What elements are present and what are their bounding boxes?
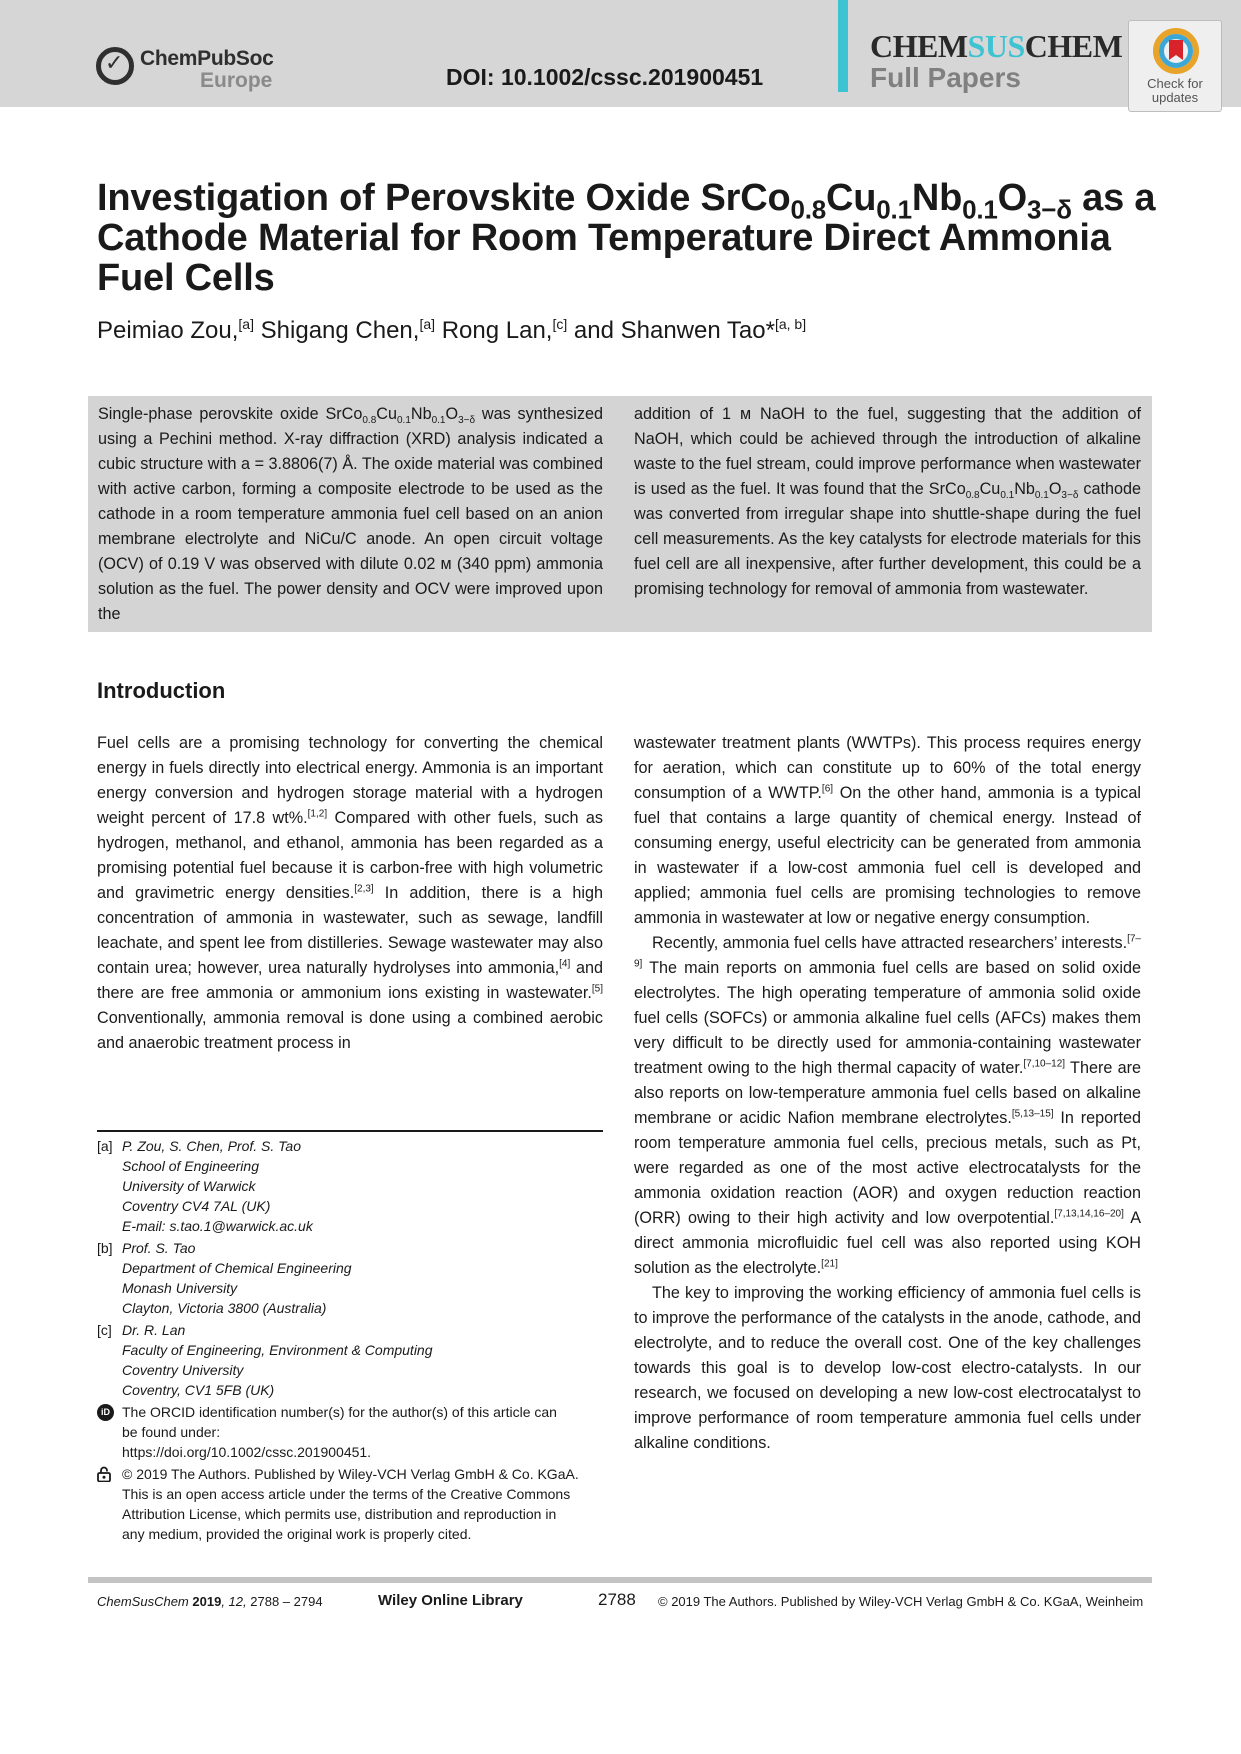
abs-text: Nb (410, 405, 432, 423)
abs-text: was synthesized using a Pechini method. X-ray diffraction (XRD) analysis indicated a cubic structure with a = 3.8806(7) Å. The oxide material was combined with active carbon, forming a composite electrode to be used as the cathode in a room temperature ammonia fuel cell based on an anion membrane electrolyte and NiCu/C anode. An open circuit voltage (OCV) of 0.19 V was observed with dilute 0.02 м (340 ppm) ammonia solution as the fuel. The power density and OCV were improved upon the (98, 405, 604, 623)
publisher-region: Europe (200, 69, 273, 92)
body-right-column (634, 731, 1141, 1456)
body-text: On the other hand, ammonia is a typical fuel that contains a large quantity of chemical energy. Instead of consuming energy, useful electricity can be generated from ammonia in wastewater if a low-cost ammonia fuel cell is developed and applied; ammonia fuel cells are promising technologies to remove ammonia in wastewater at low or negative energy consumption. (634, 784, 1141, 927)
body-text: Conventionally, ammonia removal is done using a combined aerobic and anaerobic treatment process in (97, 1009, 603, 1052)
open-access-line: © 2019 The Authors. Published by Wiley-VCH Verlag GmbH & Co. KGaA. (122, 1466, 579, 1482)
abs-text: Cu (376, 405, 397, 423)
affiliation-a (97, 1136, 603, 1236)
journal-accent-bar (838, 0, 848, 92)
abs-sub: 0.1 (1034, 490, 1049, 502)
author-name[interactable]: Rong Lan, (435, 317, 553, 344)
section-type: Full Papers (870, 62, 1021, 93)
title-text-4: O (997, 177, 1028, 219)
abs-text: O (1048, 480, 1062, 498)
title-text-1: Investigation of Perovskite Oxide SrCo (97, 177, 791, 219)
affiliation-line: Prof. S. Tao (122, 1240, 196, 1256)
logo-check-icon: ✓ (105, 50, 124, 75)
open-access-line: Attribution License, which permits use, distribution and reproduction in (122, 1506, 557, 1522)
publisher-name: ChemPubSoc (140, 47, 274, 70)
affiliation-line: P. Zou, S. Chen, Prof. S. Tao (122, 1138, 301, 1154)
citation-ref[interactable]: [7,10–12] (1023, 1058, 1066, 1070)
abstract-right-column (634, 402, 1141, 602)
abs-text: addition of 1 м NaOH to the fuel, suggesting that the addition of NaOH, which could be achieved through the introduction of alkaline waste to the fuel stream, could improve performance when wastewater is used as the fuel. It was found that the SrCo (634, 405, 1141, 498)
check-for-updates-button[interactable] (1128, 20, 1222, 112)
citation-ref[interactable]: [7,13,14,16–20] (1054, 1208, 1124, 1220)
affiliation-line: Monash University (122, 1280, 238, 1296)
body-text: A direct ammonia microfluidic fuel cell was also reported using KOH solution as the electrolyte. (634, 1209, 1141, 1277)
journal-name-part2: SUS (967, 28, 1025, 64)
title-text-3: Nb (911, 177, 963, 219)
abs-sub: 3−δ (1061, 490, 1079, 502)
footer-journal: ChemSusChem (97, 1594, 189, 1609)
citation-ref[interactable]: [7–9] (634, 933, 1141, 970)
affiliation-line: Faculty of Engineering, Environment & Computing (122, 1342, 433, 1358)
body-text: Compared with other fuels, such as hydrogen, methanol, and ethanol, ammonia has been regarded as a promising potential fuel because it is carbon-free with high volumetric and gravimetric energy densities. (97, 809, 603, 902)
open-access-lines (122, 1464, 603, 1544)
intro-paragraph-3: The key to improving the working efficiency of ammonia fuel cells is to improve the performance of the catalysts in the anode, cathode, and electrolyte, and to reduce the overall cost. One of the key challenges towards this goal is to develop low-cost electro-catalysts. In our research, we focused on developing a new low-cost electrocatalyst to improve performance of room temperature ammonia fuel cells under alkaline conditions. (634, 1284, 1141, 1452)
footer-year: 2019 (192, 1594, 222, 1609)
title-text-5: as a Cathode Material for Room Temperature Direct Ammonia Fuel Cells (97, 177, 1156, 299)
open-access-note (97, 1464, 603, 1544)
abs-text: cathode was converted from irregular shape into shuttle-shape during the fuel cell measurements. As the key catalysts for electrode materials for this fuel cell are all inexpensive, after further development, this could be a promising technology for removal of ammonia from wastewater. (634, 480, 1141, 598)
check-updates-line2: updates (1151, 90, 1199, 105)
affiliation-lines (122, 1136, 603, 1236)
affiliation-b (97, 1238, 603, 1318)
affiliation-label: [b] (97, 1240, 113, 1256)
orcid-lines (122, 1402, 603, 1462)
citation-ref[interactable]: [21] (821, 1258, 838, 1270)
affiliation-email-link[interactable]: E-mail: s.tao.1@warwick.ac.uk (122, 1218, 313, 1234)
author-name[interactable]: Peimiao Zou, (97, 317, 239, 344)
title-sub-2: 0.1 (876, 194, 912, 225)
body-text: Recently, ammonia fuel cells have attracted researchers’ interests. (652, 934, 1128, 952)
citation-ref[interactable]: [4] (559, 958, 571, 970)
abs-sub: 0.8 (965, 490, 980, 502)
citation-ref[interactable]: [6] (821, 783, 834, 795)
affiliation-line: Dr. R. Lan (122, 1322, 186, 1338)
author-name[interactable]: and Shanwen Tao* (567, 317, 775, 344)
citation-ref[interactable]: [2,3] (354, 883, 374, 895)
open-access-line: This is an open access article under the terms of the Creative Commons (122, 1486, 571, 1502)
affiliation-label: [c] (97, 1322, 112, 1338)
abs-sub: 0.1 (396, 415, 411, 427)
body-text: There are also reports on low-temperature ammonia fuel cells based on alkaline membrane or acidic Nafion membrane electrolytes. (634, 1059, 1141, 1127)
orcid-icon[interactable]: iD (97, 1404, 114, 1421)
open-access-lock-icon (97, 1466, 111, 1482)
title-sub-4: 3−δ (1027, 194, 1072, 225)
footer-divider (88, 1577, 1152, 1583)
author-affiliation: [a, b] (774, 316, 807, 332)
citation-ref[interactable]: [1,2] (307, 808, 328, 820)
abstract-paragraph-right (634, 402, 1141, 602)
chempubsoc-logo[interactable] (96, 45, 296, 95)
intro-paragraph-2 (634, 931, 1141, 1281)
affiliation-line: School of Engineering (122, 1158, 259, 1174)
journal-name-part3: CHEM (1024, 28, 1123, 64)
abs-sub: 0.1 (431, 415, 446, 427)
abs-text: Nb (1014, 480, 1035, 498)
abs-sub: 0.1 (1000, 490, 1015, 502)
affiliation-c (97, 1320, 603, 1400)
body-text: wastewater treatment plants (WWTPs). This process requires energy for aeration, which can constitute up to 60% of the total energy consumption of a WWTP. (634, 734, 1141, 802)
footer-volume: 12 (228, 1594, 244, 1609)
check-updates-label (1129, 77, 1221, 105)
body-text: In addition, there is a high concentration of ammonia in wastewater, such as sewage, landfill leachate, and spent lee from distilleries. Sewage wastewater may also contain urea; however, urea naturally hydrolyses into ammonia, (97, 884, 603, 977)
affiliation-line: Clayton, Victoria 3800 (Australia) (122, 1300, 327, 1316)
intro-paragraph-1-cont (634, 731, 1141, 931)
abstract-paragraph-left (98, 402, 603, 627)
title-text-2: Cu (826, 177, 877, 219)
author-name[interactable]: Shigang Chen, (253, 317, 420, 344)
orcid-note (97, 1402, 603, 1462)
affiliations-block (97, 1136, 603, 1544)
open-access-line: any medium, provided the original work is properly cited. (122, 1526, 472, 1542)
footer-pages: 2788 – 2794 (250, 1594, 323, 1609)
affiliation-line: Coventry, CV1 5FB (UK) (122, 1382, 275, 1398)
affiliation-lines (122, 1320, 603, 1400)
author-list (97, 316, 806, 345)
citation-ref[interactable]: [5] (591, 983, 603, 995)
doi-link[interactable]: DOI: 10.1002/cssc.201900451 (446, 64, 764, 90)
orcid-doi-link[interactable]: https://doi.org/10.1002/cssc.201900451. (122, 1444, 372, 1460)
affiliation-line: Coventry CV4 7AL (UK) (122, 1198, 271, 1214)
title-sub-3: 0.1 (962, 194, 998, 225)
author-affiliation: [c] (552, 316, 568, 332)
journal-name-part1: CHEM (870, 28, 968, 64)
affiliation-lines (122, 1238, 603, 1318)
author-affiliation: [a] (419, 316, 436, 332)
footer-citation: ChemSusChem 2019, 12, 2788 – 2794 (97, 1594, 323, 1609)
orcid-line: be found under: (122, 1424, 221, 1440)
orcid-line: The ORCID identification number(s) for the author(s) of this article can (122, 1404, 557, 1420)
abstract-left-column (98, 402, 603, 627)
abs-text: Single-phase perovskite oxide SrCo (98, 405, 363, 423)
journal-name[interactable] (870, 28, 1122, 65)
abs-sub: 0.8 (362, 415, 377, 427)
author-affiliation: [a] (238, 316, 254, 332)
body-left-column (97, 731, 603, 1056)
abs-sub: 3−δ (458, 415, 476, 427)
title-sub-1: 0.8 (790, 194, 827, 225)
body-text: Fuel cells are a promising technology for converting the chemical energy in fuels directly into electrical energy. Ammonia is an important energy conversion and hydrogen storage material with a hydrogen weight percent of 17.8 wt%. (97, 734, 603, 827)
abs-text: O (445, 405, 459, 423)
body-text: The main reports on ammonia fuel cells are based on solid oxide electrolytes. The high operating temperature of ammonia solid oxide fuel cells (SOFCs) or ammonia alkaline fuel cells (AFCs) makes them very difficult to be directly used for ammonia-containing wastewater treatment owing to the high thermal capacity of water. (634, 959, 1141, 1077)
affiliation-line: Department of Chemical Engineering (122, 1260, 352, 1276)
page-number: 2788 (598, 1590, 636, 1609)
abs-text: Cu (979, 480, 1001, 498)
affiliation-line: Coventry University (122, 1362, 244, 1378)
body-text: and there are free ammonia or ammonium ions existing in wastewater. (97, 959, 603, 1002)
article-title (97, 178, 1157, 298)
check-updates-line1: Check for (1147, 76, 1203, 91)
footnote-divider (97, 1130, 603, 1132)
section-heading-introduction: Introduction (97, 678, 226, 703)
body-text: In reported room temperature ammonia fuel cells, precious metals, such as Pt, were regarded as one of the most active electrocatalysts for the ammonia oxidation reaction (AOR) and oxygen reduction reaction (ORR) owing to their high activity and low overpotential. (634, 1109, 1141, 1227)
affiliation-line: University of Warwick (122, 1178, 256, 1194)
intro-paragraph-1 (97, 731, 603, 1056)
affiliation-label: [a] (97, 1138, 113, 1154)
citation-ref[interactable]: [5,13–15] (1011, 1108, 1054, 1120)
wiley-online-library-link[interactable]: Wiley Online Library (378, 1592, 523, 1609)
page-header (0, 0, 1241, 107)
footer-copyright: © 2019 The Authors. Published by Wiley-VCH Verlag GmbH & Co. KGaA, Weinheim (658, 1594, 1144, 1609)
